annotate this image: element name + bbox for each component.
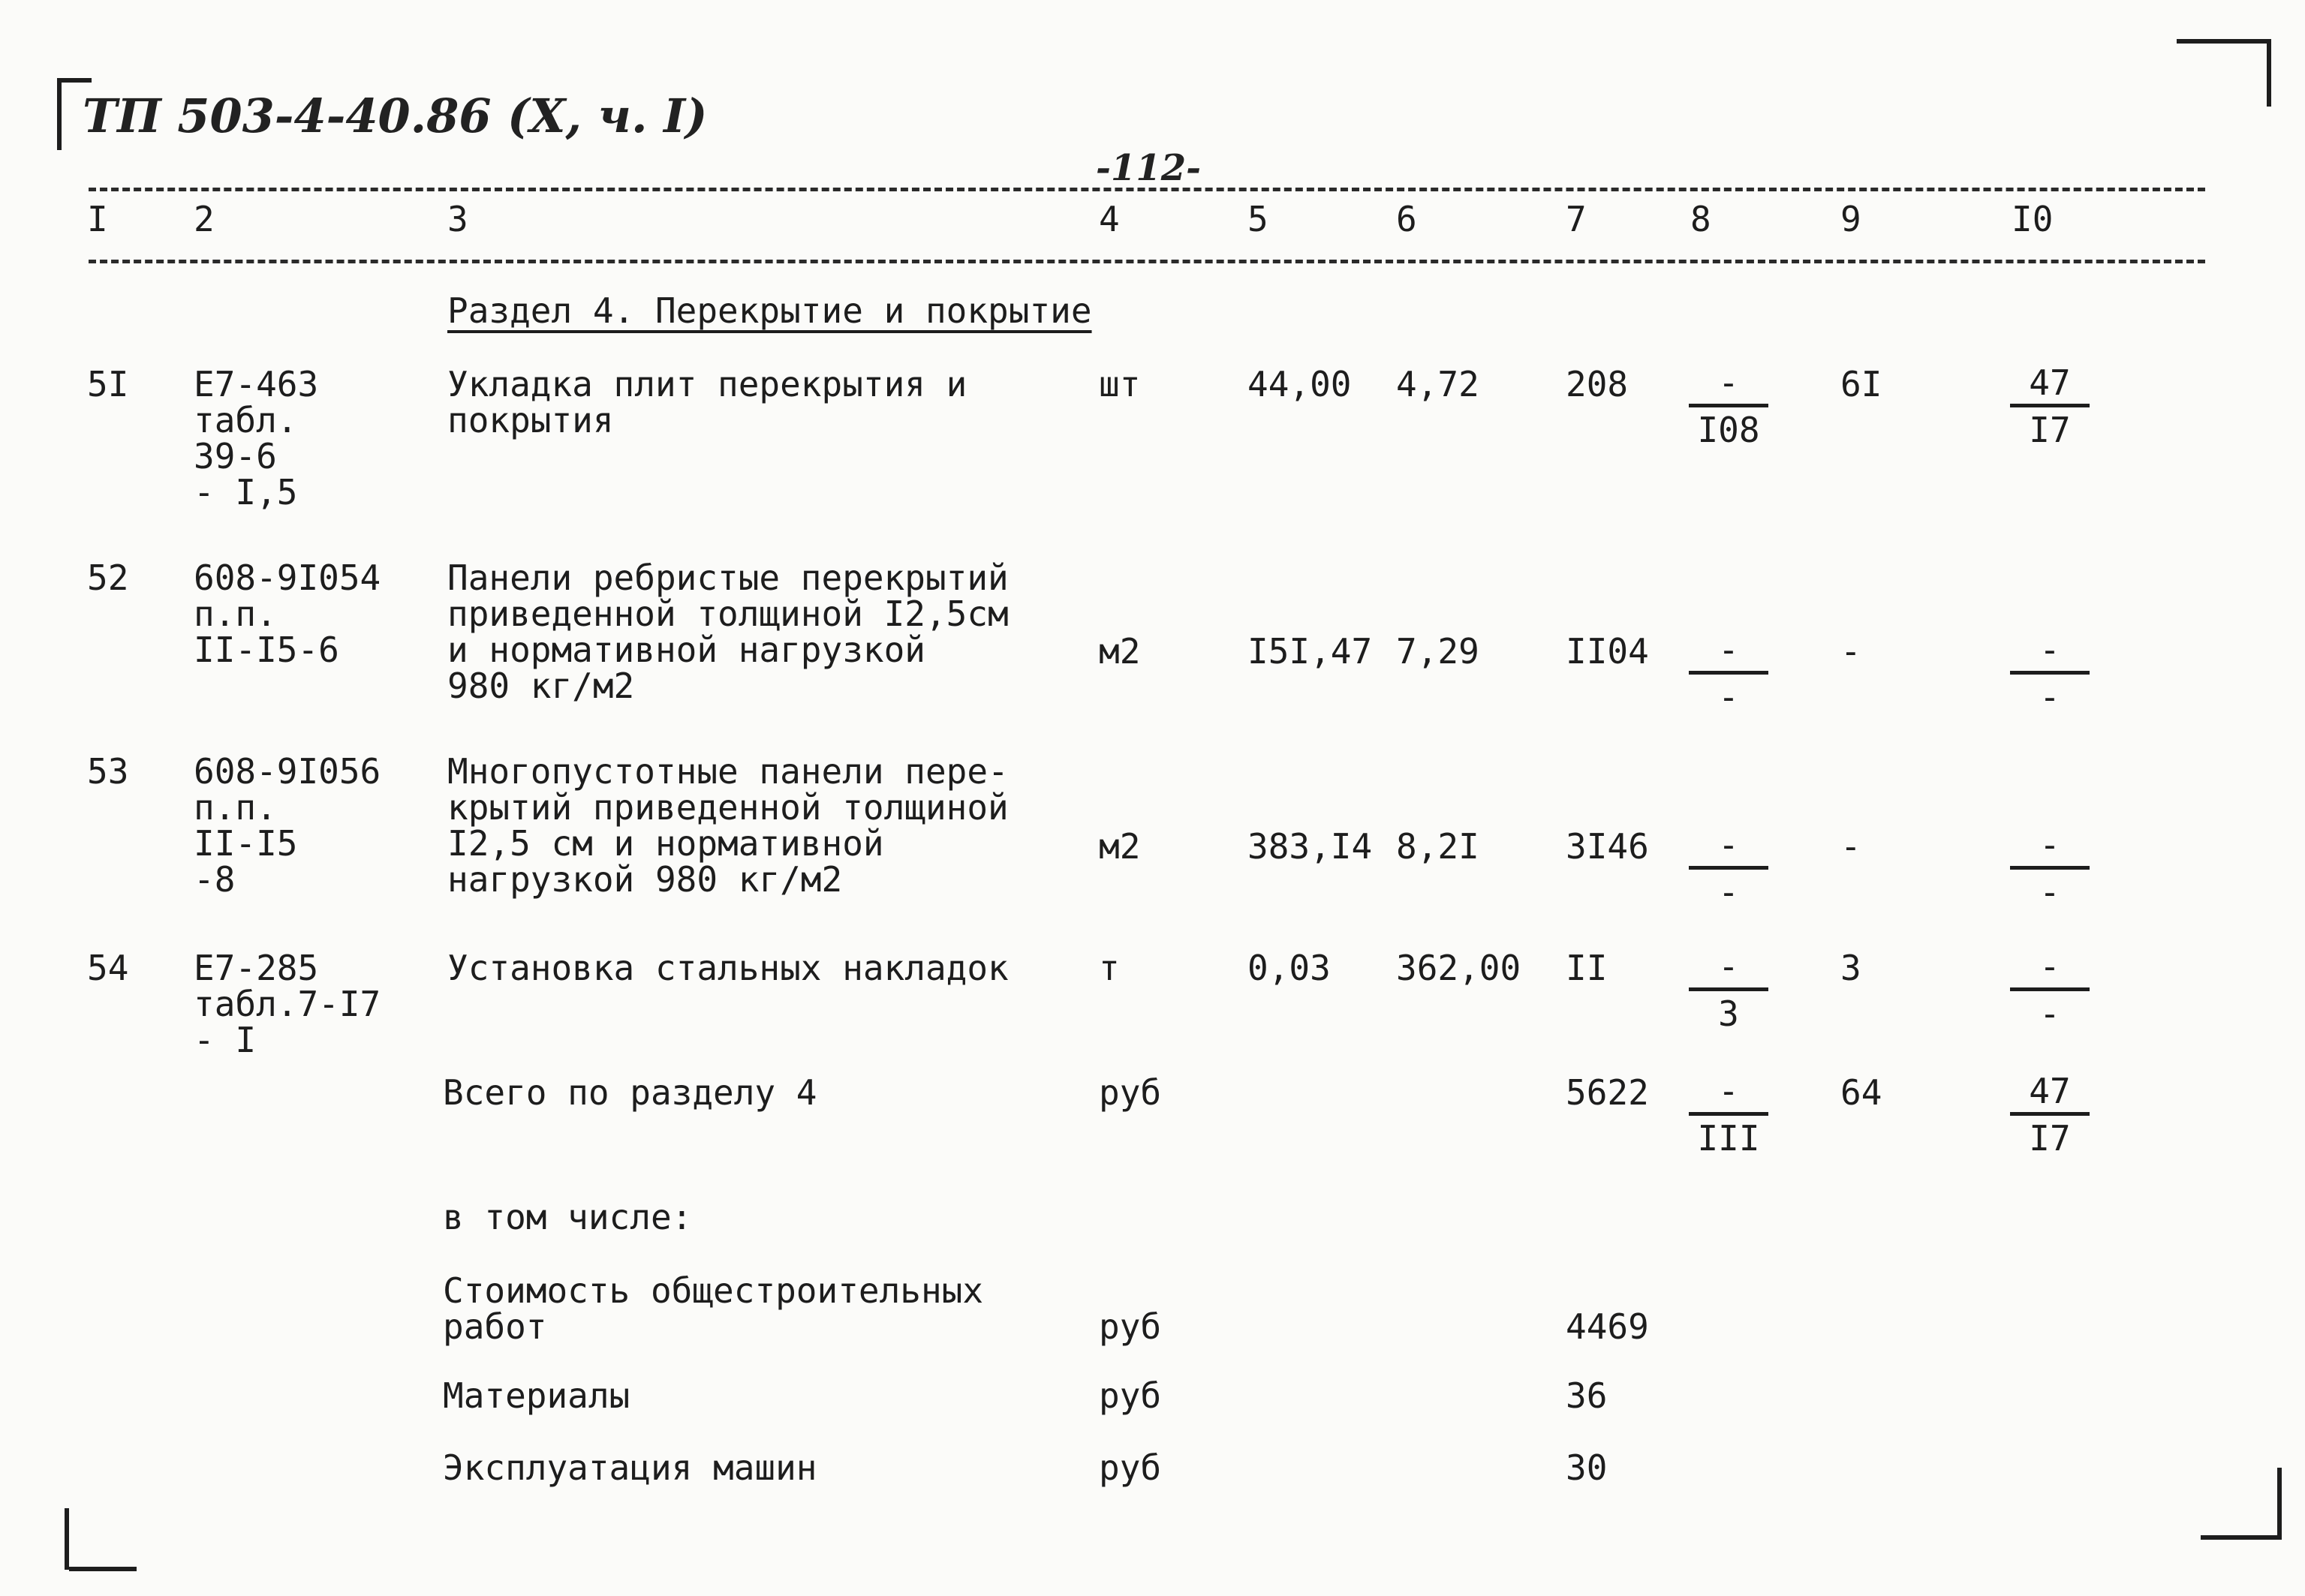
row-col8-fraction: - - <box>1687 827 1770 913</box>
row-col10-fraction: 47 I7 <box>2009 365 2091 451</box>
top-left-frame-mark-tick <box>57 78 92 83</box>
breakdown-value: 30 <box>1566 1447 1608 1488</box>
breakdown-unit: руб <box>1099 1306 1162 1347</box>
row-col8-fraction: - I08 <box>1687 365 1770 451</box>
row-unit: м2 <box>1099 631 1141 672</box>
row-number: 5I <box>87 364 129 404</box>
including-label: в том числе: <box>443 1197 693 1237</box>
total-label: Всего по разделу 4 <box>443 1072 817 1113</box>
row-col9: - <box>1840 826 1861 867</box>
breakdown-unit: руб <box>1099 1447 1162 1488</box>
row-unit-price: 4,72 <box>1396 364 1479 404</box>
breakdown-label: Эксплуатация машин <box>443 1447 817 1488</box>
column-header-10: I0 <box>2012 199 2054 239</box>
section-title: Раздел 4. Перекрытие и покрытие <box>447 290 1092 331</box>
column-header-2: 2 <box>194 199 215 239</box>
bottom-left-frame-mark <box>65 1508 141 1570</box>
total-col10-fraction: 47 I7 <box>2009 1073 2091 1159</box>
document-code: ТП 503-4-40.86 (Х, ч. I) <box>83 89 708 143</box>
header-bottom-rule <box>89 260 2205 263</box>
row-unit: шт <box>1099 364 1141 404</box>
row-total: 208 <box>1566 364 1629 404</box>
column-header-9: 9 <box>1840 199 1861 239</box>
breakdown-label: Стоимость общестроительных работ <box>443 1270 984 1347</box>
row-quantity: I5I,47 <box>1247 631 1373 672</box>
total-col9: 64 <box>1840 1072 1882 1113</box>
column-header-6: 6 <box>1396 199 1417 239</box>
row-col9: - <box>1840 631 1861 672</box>
total-value: 5622 <box>1566 1072 1649 1113</box>
top-left-frame-mark <box>57 78 66 150</box>
column-header-5: 5 <box>1247 199 1268 239</box>
row-code: 608-9I056 п.п. II-I5 -8 <box>194 751 381 900</box>
column-header-4: 4 <box>1099 199 1120 239</box>
header-top-rule <box>89 188 2205 191</box>
row-number: 54 <box>87 948 129 988</box>
page-number: -112- <box>1096 147 1202 189</box>
column-header-8: 8 <box>1690 199 1711 239</box>
row-unit-price: 7,29 <box>1396 631 1479 672</box>
row-quantity: 0,03 <box>1247 948 1331 988</box>
row-col10-fraction: - - <box>2009 632 2091 718</box>
row-name: Установка стальных накладок <box>447 948 1009 988</box>
row-quantity: 44,00 <box>1247 364 1352 404</box>
row-unit-price: 362,00 <box>1396 948 1521 988</box>
row-code: 608-9I054 п.п. II-I5-6 <box>194 558 381 670</box>
row-col10-fraction: - - <box>2009 827 2091 913</box>
row-unit-price: 8,2I <box>1396 826 1479 867</box>
row-number: 53 <box>87 751 129 792</box>
row-col8-fraction: - - <box>1687 632 1770 718</box>
column-header-3: 3 <box>447 199 468 239</box>
row-name: Панели ребристые перекрытий приведенной толщиной I2,5см и нормативной нагрузкой 980 кг/м2 <box>447 558 1009 706</box>
total-col8-fraction: - III <box>1687 1073 1770 1159</box>
row-col9: 6I <box>1840 364 1882 404</box>
row-unit: м2 <box>1099 826 1141 867</box>
column-header-1: I <box>87 199 108 239</box>
row-code: Е7-285 табл.7-I7 - I <box>194 948 381 1060</box>
row-col9: 3 <box>1840 948 1861 988</box>
bottom-right-frame-mark <box>2201 1468 2282 1540</box>
row-unit: т <box>1099 948 1120 988</box>
row-col8-fraction: - 3 <box>1687 948 1770 1035</box>
row-total: II04 <box>1566 631 1649 672</box>
top-right-frame-mark <box>2177 39 2271 107</box>
row-name: Укладка плит перекрытия и покрытия <box>447 364 967 440</box>
total-unit: руб <box>1099 1072 1162 1113</box>
breakdown-label: Материалы <box>443 1375 630 1416</box>
row-quantity: 383,I4 <box>1247 826 1373 867</box>
bottom-left-frame-mark-tick <box>69 1567 137 1571</box>
breakdown-unit: руб <box>1099 1375 1162 1416</box>
row-col10-fraction: - - <box>2009 948 2091 1035</box>
row-code: Е7-463 табл. 39-6 - I,5 <box>194 364 319 512</box>
row-number: 52 <box>87 558 129 598</box>
breakdown-value: 4469 <box>1566 1306 1649 1347</box>
row-name: Многопустотные панели пере- крытий приведенной толщиной I2,5 см и нормативной нагрузкой 980 кг/м2 <box>447 751 1009 900</box>
breakdown-value: 36 <box>1566 1375 1608 1416</box>
row-total: 3I46 <box>1566 826 1649 867</box>
column-header-7: 7 <box>1566 199 1587 239</box>
row-total: II <box>1566 948 1608 988</box>
